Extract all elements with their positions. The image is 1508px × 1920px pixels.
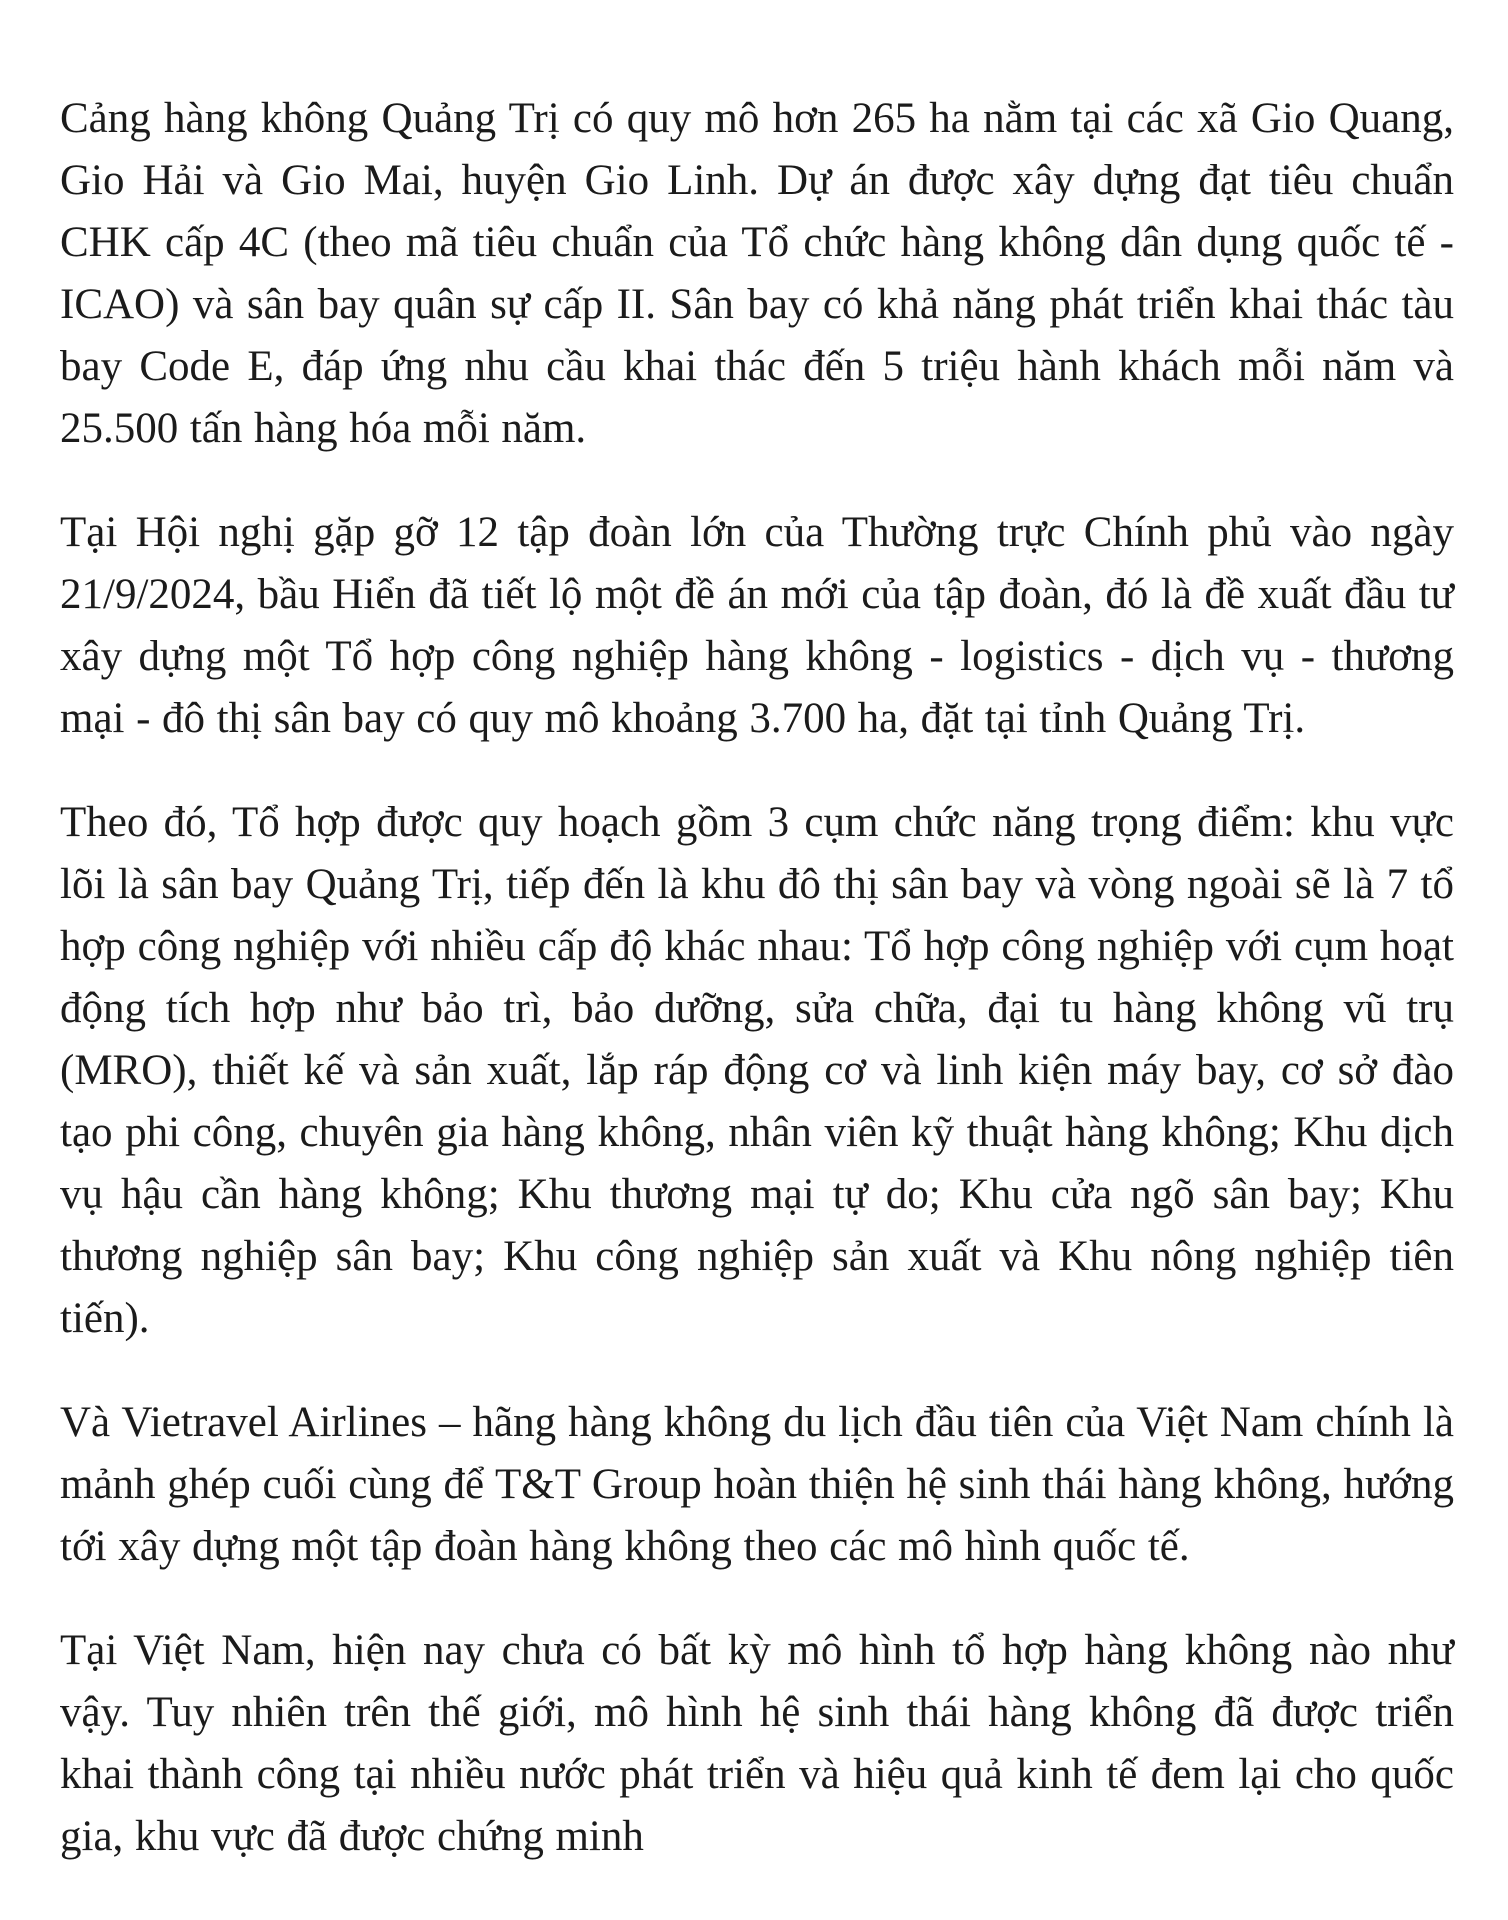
paragraph-vietnam-context: Tại Việt Nam, hiện nay chưa có bất kỳ mô hình tổ hợp hàng không nào như vậy. Tuy nhiên trên thế giới, mô hình hệ sinh thái hàng không đã được triển khai thành công tại nhiều nước phát triển và hiệu quả kinh tế đem lại cho quốc gia, khu vực đã được chứng minh [60,1627,1454,1860]
paragraph-complex-planning: Theo đó, Tổ hợp được quy hoạch gồm 3 cụm chức năng trọng điểm: khu vực lõi là sân bay Quảng Trị, tiếp đến là khu đô thị sân bay và vòng ngoài sẽ là 7 tổ hợp công nghiệp với nhiều cấp độ khác nhau: Tổ hợp công nghiệp với cụm hoạt động tích hợp như bảo trì, bảo dưỡng, sửa chữa, đại tu hàng không vũ trụ (MRO), thiết kế và sản xuất, lắp ráp động cơ và linh kiện máy bay, cơ sở đào tạo phi công, chuyên gia hàng không, nhân viên kỹ thuật hàng không; Khu dịch vụ hậu cần hàng không; Khu thương mại tự do; Khu cửa ngõ sân bay; Khu thương nghiệp sân bay; Khu công nghiệp sản xuất và Khu nông nghiệp tiên tiến). [60,799,1454,1342]
paragraph-conference-proposal: Tại Hội nghị gặp gỡ 12 tập đoàn lớn của Thường trực Chính phủ vào ngày 21/9/2024, bầu Hiển đã tiết lộ một đề án mới của tập đoàn, đó là đề xuất đầu tư xây dựng một Tổ hợp công nghiệp hàng không - logistics - dịch vụ - thương mại - đô thị sân bay có quy mô khoảng 3.700 ha, đặt tại tỉnh Quảng Trị. [60,509,1454,742]
paragraph-vietravel-airlines: Và Vietravel Airlines – hãng hàng không du lịch đầu tiên của Việt Nam chính là mảnh ghép cuối cùng để T&T Group hoàn thiện hệ sinh thái hàng không, hướng tới xây dựng một tập đoàn hàng không theo các mô hình quốc tế. [60,1399,1454,1570]
paragraph-airport-overview: Cảng hàng không Quảng Trị có quy mô hơn 265 ha nằm tại các xã Gio Quang, Gio Hải và Gio Mai, huyện Gio Linh. Dự án được xây dựng đạt tiêu chuẩn CHK cấp 4C (theo mã tiêu chuẩn của Tổ chức hàng không dân dụng quốc tế - ICAO) và sân bay quân sự cấp II. Sân bay có khả năng phát triển khai thác tàu bay Code E, đáp ứng nhu cầu khai thác đến 5 triệu hành khách mỗi năm và 25.500 tấn hàng hóa mỗi năm. [60,95,1454,452]
